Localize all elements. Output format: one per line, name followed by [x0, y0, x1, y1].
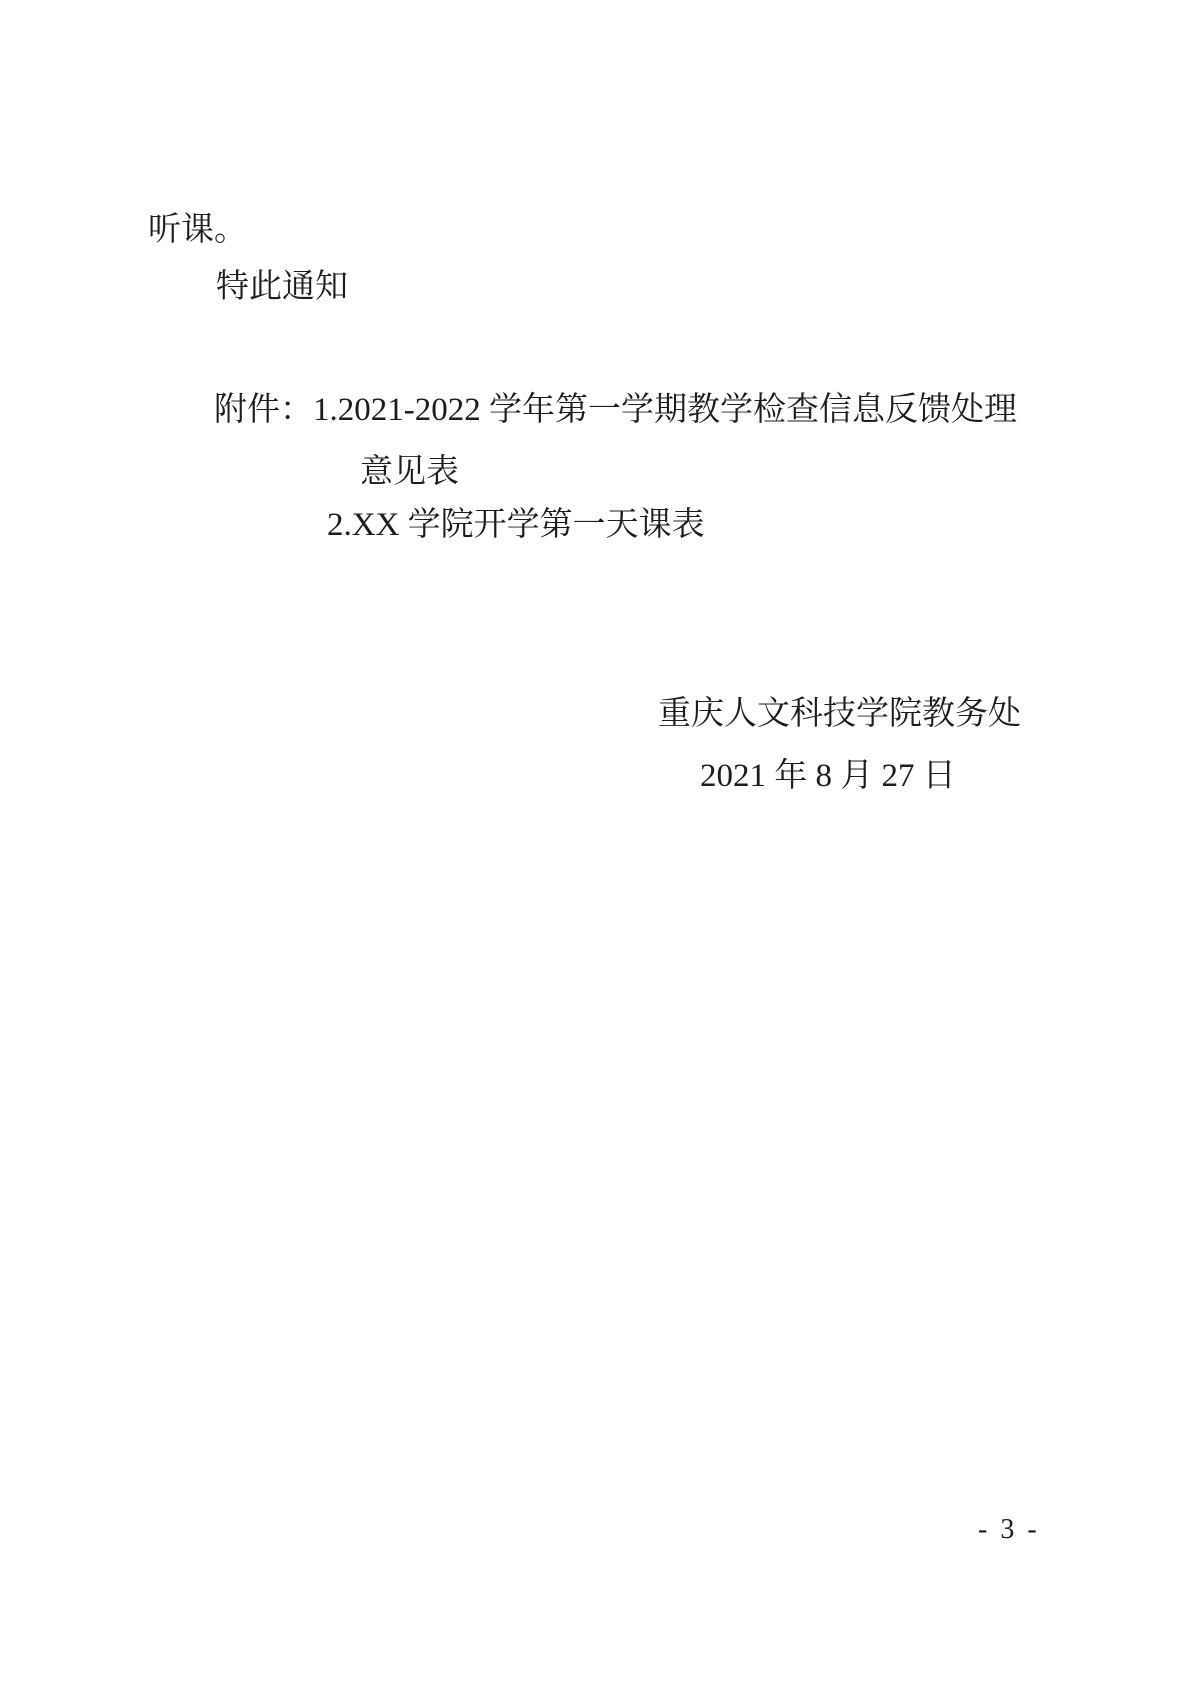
- signature-date-line: 2021 年 8 月 27 日: [700, 758, 956, 794]
- attachment-item1-continuation-line: 意见表: [360, 454, 459, 490]
- closing-sentence-line: 听课。: [148, 212, 247, 248]
- attachment-item1-line: 附件：1.2021-2022 学年第一学期教学检查信息反馈处理: [214, 392, 1017, 428]
- page-number: - 3 -: [978, 1514, 1040, 1545]
- attachment-item2-line: 2.XX 学院开学第一天课表: [327, 507, 705, 543]
- notice-statement-line: 特此通知: [216, 269, 348, 305]
- signature-organization-line: 重庆人文科技学院教务处: [658, 696, 1021, 732]
